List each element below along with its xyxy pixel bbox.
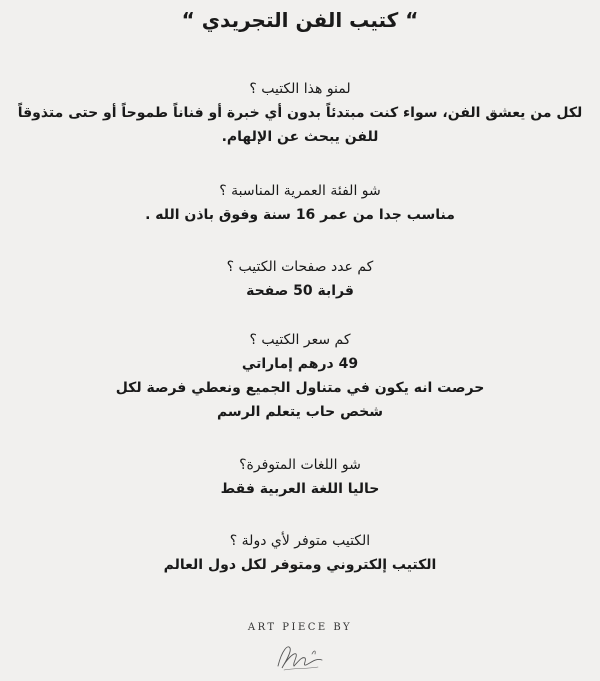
footer-label: ART PIECE BY — [247, 622, 353, 633]
faq-question: الكتيب متوفر لأي دولة ؟ — [229, 533, 371, 549]
faq-answer-line: الكتيب إلكتروني ومتوفر لكل دول العالم — [163, 557, 437, 573]
faq-section — [0, 255, 600, 303]
faq-answer-line: 49 درهم إماراتي — [241, 356, 359, 372]
faq-answer-line: لكل من يعشق الفن، سواء كنت مبتدئاً بدون أي خبرة أو فناناً طموحاً أو حتى متذوقاً — [17, 105, 583, 121]
faq-section — [0, 77, 600, 149]
faq-answer-line: حرصت انه يكون في متناول الجميع ونعطي فرصة لكل — [115, 380, 485, 396]
faq-question: شو الفئة العمرية المناسبة ؟ — [219, 183, 381, 199]
faq-question: لمنو هذا الكتيب ؟ — [249, 81, 351, 97]
page-title: “ كتيب الفن التجريدي “ — [181, 8, 419, 32]
faq-question: كم عدد صفحات الكتيب ؟ — [226, 259, 374, 275]
signature-logo — [272, 640, 328, 674]
faq-section — [0, 529, 600, 577]
faq-section — [0, 179, 600, 227]
faq-answer-line: شخص حاب يتعلم الرسم — [216, 404, 384, 420]
faq-question: شو اللغات المتوفرة؟ — [239, 457, 361, 473]
faq-question: كم سعر الكتيب ؟ — [249, 332, 351, 348]
faq-answer-line: قرابة 50 صفحة — [246, 283, 354, 299]
faq-answer-line: للفن يبحث عن الإلهام. — [221, 129, 379, 145]
faq-section — [0, 328, 600, 424]
faq-answer-line: حاليا اللغة العربية فقط — [220, 481, 380, 497]
faq-section — [0, 453, 600, 501]
faq-answer-line: مناسب جدا من عمر 16 سنة وفوق باذن الله . — [145, 207, 455, 223]
